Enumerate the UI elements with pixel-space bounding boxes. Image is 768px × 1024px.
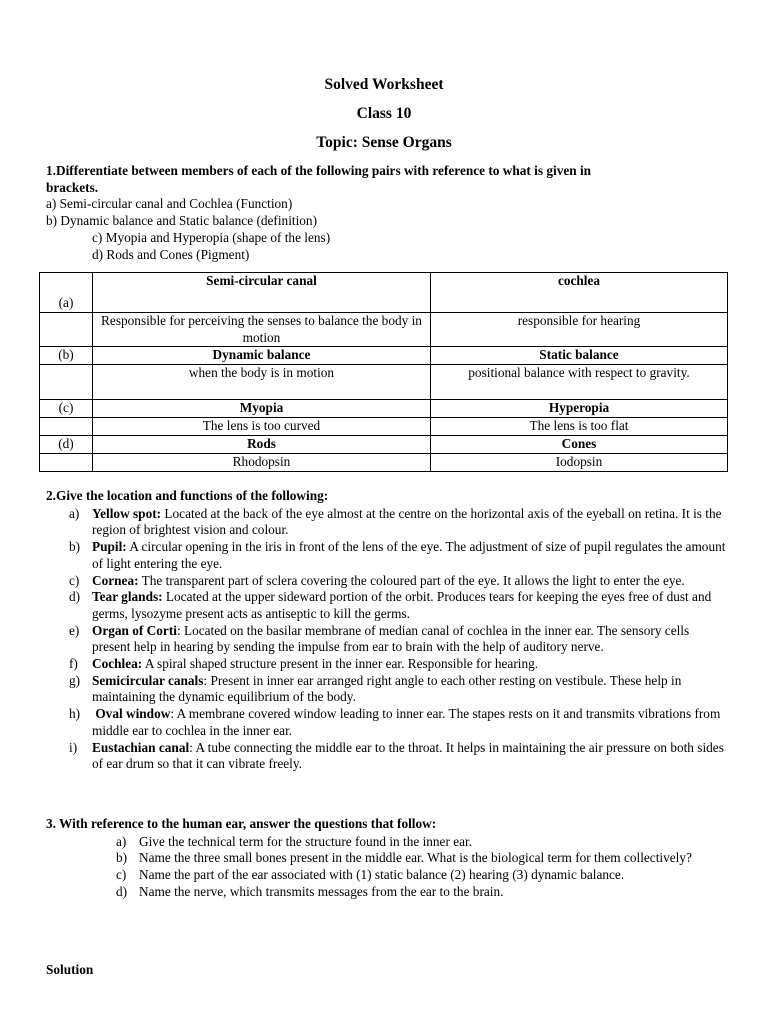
list-item <box>46 850 726 867</box>
item-text: : A membrane covered window leading to inner ear. The stapes rests on it and transmits vibrations from middle ear to cochlea in the inner ear. <box>92 706 721 738</box>
item-term: Organ of Corti <box>92 622 177 638</box>
pair-b: b) Dynamic balance and Static balance (definition) <box>46 213 317 229</box>
list-item <box>46 673 726 706</box>
class-label: Class 10 <box>356 105 412 122</box>
item-text: : Located on the basilar membrane of median canal of cochlea in the inner ear. The sensory cells present help in hearing by sending the impulse from ear to brain with the help of auditory nerve. <box>92 622 690 655</box>
location-function-list <box>46 506 726 773</box>
table-row <box>40 347 728 365</box>
solution-heading: Solution <box>46 962 94 977</box>
worksheet-title: Solved Worksheet <box>324 76 444 93</box>
topic-label: Topic: Sense Organs <box>316 134 452 151</box>
row-label-empty <box>40 418 93 436</box>
table-row <box>40 313 728 347</box>
table-row <box>40 418 728 436</box>
item-marker: h) <box>69 706 81 722</box>
item-marker: d) <box>116 883 128 899</box>
table-row <box>40 454 728 472</box>
table-row <box>40 273 728 313</box>
list-item <box>46 539 726 572</box>
item-marker: a) <box>116 833 127 849</box>
item-text: The transparent part of sclera covering the coloured part of the eye. It allows the light to enter the eye. <box>138 572 685 588</box>
table-cell-heading: Myopia <box>93 400 431 418</box>
comparison-table <box>39 272 728 472</box>
list-item <box>46 656 726 673</box>
row-label-empty <box>40 454 93 472</box>
item-marker: f) <box>69 656 78 672</box>
item-text: A circular opening in the iris in front of the lens of the eye. The adjustment of size of pupil regulates the amount of light entering the eye. <box>92 539 726 571</box>
item-text: Name the three small bones present in the middle ear. What is the biological term for them collectively? <box>139 850 692 866</box>
item-marker: g) <box>69 672 81 688</box>
item-text: Located at the back of the eye almost at the centre on the horizontal axis of the eyeball on retina. It is the region of brightest vision and colour. <box>92 505 722 538</box>
table-cell: The lens is too flat <box>431 418 728 436</box>
table-cell-heading: Cones <box>431 436 728 454</box>
item-term: Eustachian canal <box>92 739 190 755</box>
table-cell-heading: cochlea <box>431 273 728 313</box>
item-marker: e) <box>69 622 80 638</box>
table-cell-heading: Semi-circular canal <box>93 273 431 313</box>
list-item <box>46 867 726 884</box>
table-cell: responsible for hearing <box>431 313 728 347</box>
question-1 <box>46 163 726 263</box>
list-item <box>46 573 726 590</box>
item-text: Give the technical term for the structure found in the inner ear. <box>139 833 473 849</box>
item-term: Cornea: <box>92 572 139 588</box>
table-cell-heading: Rods <box>93 436 431 454</box>
question-3-text: 3. With reference to the human ear, answer the questions that follow: <box>46 816 437 831</box>
item-text: : Present in inner ear arranged right angle to each other resting on vestibule. These help in maintaining the dynamic equilibrium of the body. <box>92 672 682 705</box>
item-marker: b) <box>69 539 81 555</box>
question-1-text-cont: brackets. <box>46 179 99 195</box>
table-row <box>40 436 728 454</box>
list-item <box>46 740 726 773</box>
item-marker: c) <box>69 572 80 588</box>
table-cell-heading: Dynamic balance <box>93 347 431 365</box>
item-marker: i) <box>69 739 78 755</box>
item-text: : A tube connecting the middle ear to the throat. It helps in maintaining the air pressure on both sides of ear drum so that it can vibrate freely. <box>92 739 724 772</box>
item-text: A spiral shaped structure present in the inner ear. Responsible for hearing. <box>142 656 539 672</box>
question-1-text: 1.Differentiate between members of each of the following pairs with reference to what is given in <box>46 163 592 178</box>
pair-c: c) Myopia and Hyperopia (shape of the lens) <box>92 229 331 245</box>
table-cell: The lens is too curved <box>93 418 431 436</box>
list-item <box>46 623 726 656</box>
item-term: Oval window <box>92 706 171 722</box>
row-label-empty <box>40 313 93 347</box>
list-item <box>46 506 726 539</box>
table-cell: positional balance with respect to gravity. <box>431 365 728 400</box>
table-cell-heading: Static balance <box>431 347 728 365</box>
item-text: Name the nerve, which transmits messages from the ear to the brain. <box>139 883 504 899</box>
list-item <box>46 589 726 622</box>
table-row <box>40 365 728 400</box>
table-cell: Responsible for perceiving the senses to balance the body in motion <box>93 313 431 347</box>
item-term: Yellow spot: <box>92 505 162 521</box>
ear-question-list <box>46 834 726 901</box>
item-marker: c) <box>116 867 127 883</box>
table-cell: Iodopsin <box>431 454 728 472</box>
item-text: Name the part of the ear associated with (1) static balance (2) hearing (3) dynamic balance. <box>139 867 625 883</box>
table-cell-heading: Hyperopia <box>431 400 728 418</box>
question-3 <box>46 816 726 901</box>
item-marker: d) <box>69 589 81 605</box>
question-2-text: 2.Give the location and functions of the following: <box>46 488 329 503</box>
pair-d: d) Rods and Cones (Pigment) <box>92 246 250 262</box>
row-label: (c) <box>40 400 93 418</box>
question-2 <box>46 488 726 773</box>
item-term: Pupil: <box>92 539 127 555</box>
row-label: (a) <box>40 273 93 313</box>
list-item <box>46 706 726 739</box>
list-item <box>46 884 726 901</box>
table-cell: when the body is in motion <box>93 365 431 400</box>
item-marker: a) <box>69 505 80 521</box>
row-label-empty <box>40 365 93 400</box>
item-marker: b) <box>116 850 128 866</box>
item-term: Cochlea: <box>92 656 143 672</box>
row-label: (d) <box>40 436 93 454</box>
item-term: Tear glands: <box>92 589 163 605</box>
item-text: Located at the upper sideward portion of the orbit. Produces tears for keeping the eyes free of dust and germs, lysozyme present acts as antiseptic to kill the germs. <box>92 589 712 621</box>
table-cell: Rhodopsin <box>93 454 431 472</box>
list-item <box>46 834 726 851</box>
row-label: (b) <box>40 347 93 365</box>
table-row <box>40 400 728 418</box>
pair-a: a) Semi-circular canal and Cochlea (Function) <box>46 196 293 212</box>
item-term: Semicircular canals <box>92 672 204 688</box>
